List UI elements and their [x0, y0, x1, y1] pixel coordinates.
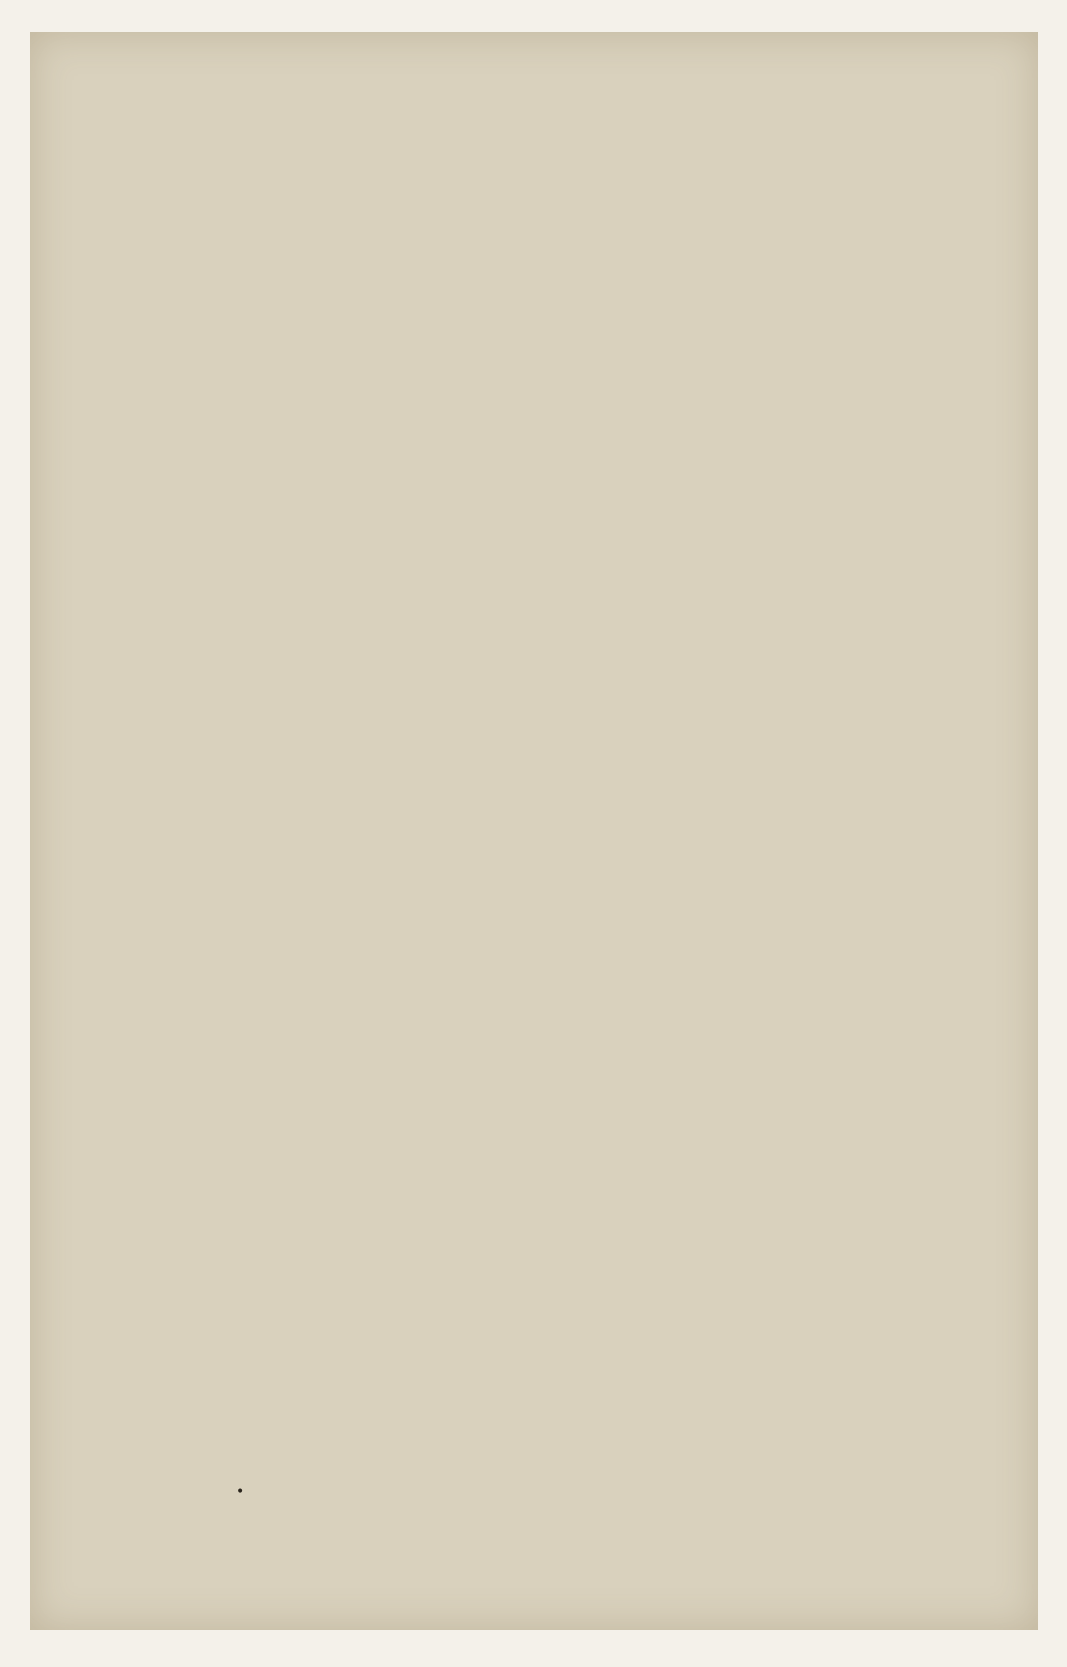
bullet-mark: •	[236, 1484, 245, 1500]
toc-top-column	[100, 216, 1010, 876]
book-page	[30, 32, 1038, 1630]
toc-bottom-column	[100, 927, 1010, 1567]
